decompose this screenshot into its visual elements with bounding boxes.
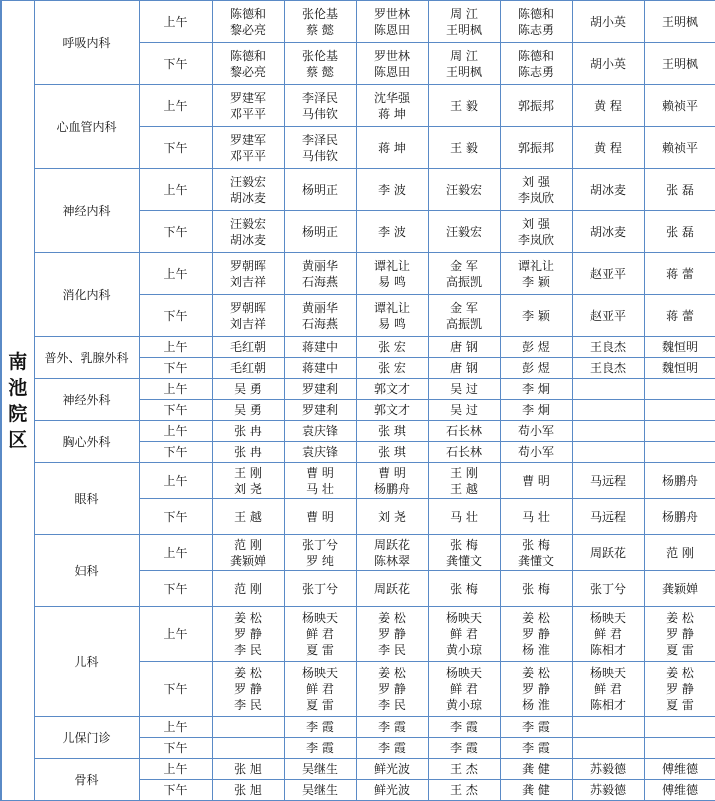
doctor-cell: 张伦基 蔡 懿 [284,43,356,85]
department-cell: 儿科 [34,607,139,717]
doctor-cell: 张 旭 [212,759,284,780]
doctor-cell: 张伦基 蔡 懿 [284,1,356,43]
doctor-cell: 周跃花 [572,535,644,571]
doctor-cell: 周跃花 陈林翠 [356,535,428,571]
doctor-cell: 张 梅 [428,571,500,607]
doctor-cell: 胡小英 [572,43,644,85]
table-row [1,1,715,43]
doctor-cell: 唐 钢 [428,337,500,358]
doctor-cell: 汪毅宏 胡冰麦 [212,211,284,253]
doctor-cell: 罗朝晖 刘吉祥 [212,253,284,295]
doctor-cell: 姜 松 罗 静 李 民 [212,607,284,662]
session-cell: 上午 [139,717,212,738]
department-cell: 心血管内科 [34,85,139,169]
doctor-cell: 周跃花 [356,571,428,607]
doctor-cell: 唐 钢 [428,358,500,379]
doctor-cell: 刘 强 李岚欣 [500,169,572,211]
doctor-cell: 黄 程 [572,127,644,169]
doctor-cell: 蒋建中 [284,337,356,358]
table-row [1,253,715,295]
doctor-cell: 马远程 [572,463,644,499]
doctor-cell: 王 毅 [428,127,500,169]
session-cell: 上午 [139,607,212,662]
session-cell: 下午 [139,295,212,337]
doctor-cell: 赵亚平 [572,295,644,337]
table-row [1,463,715,499]
doctor-cell: 李 霞 [500,738,572,759]
doctor-cell: 郭振邦 [500,127,572,169]
doctor-cell: 李 波 [356,169,428,211]
doctor-cell: 魏恒明 [644,337,715,358]
doctor-cell [572,738,644,759]
doctor-cell: 张 琪 [356,442,428,463]
doctor-cell: 谭礼让 易 鸣 [356,253,428,295]
doctor-cell: 范 刚 龚颖婵 [212,535,284,571]
doctor-cell: 李 炯 [500,400,572,421]
session-cell: 下午 [139,400,212,421]
doctor-cell [644,442,715,463]
doctor-cell: 杨映天 鲜 君 黄小琼 [428,662,500,717]
doctor-cell: 杨鹏舟 [644,499,715,535]
doctor-cell: 黄 程 [572,85,644,127]
doctor-cell: 王明枫 [644,43,715,85]
doctor-cell: 杨映天 鲜 君 陈相才 [572,662,644,717]
doctor-cell [212,717,284,738]
doctor-cell: 吴继生 [284,759,356,780]
doctor-cell: 袁庆锋 [284,442,356,463]
doctor-cell: 张 旭 [212,780,284,801]
doctor-cell: 姜 松 罗 静 杨 淮 [500,607,572,662]
doctor-cell: 黄丽华 石海燕 [284,295,356,337]
doctor-cell: 周 江 王明枫 [428,1,500,43]
doctor-cell: 王 毅 [428,85,500,127]
doctor-cell: 李 霞 [284,717,356,738]
doctor-cell: 张 宏 [356,358,428,379]
doctor-cell: 刘 强 李岚欣 [500,211,572,253]
table-row [1,169,715,211]
doctor-cell: 罗世林 陈恩田 [356,43,428,85]
session-cell: 上午 [139,253,212,295]
doctor-cell: 张丁兮 罗 纯 [284,535,356,571]
session-cell: 下午 [139,780,212,801]
doctor-cell: 李 霞 [284,738,356,759]
doctor-cell: 杨映天 鲜 君 黄小琼 [428,607,500,662]
doctor-cell: 杨明正 [284,169,356,211]
doctor-cell: 金 军 高振凯 [428,295,500,337]
doctor-cell: 黄丽华 石海燕 [284,253,356,295]
doctor-cell: 毛红朝 [212,337,284,358]
doctor-cell: 彭 煜 [500,337,572,358]
doctor-cell: 袁庆锋 [284,421,356,442]
table-row [1,607,715,662]
table-row [1,759,715,780]
session-cell: 上午 [139,421,212,442]
doctor-cell: 李 霞 [356,717,428,738]
doctor-cell: 龚 健 [500,780,572,801]
doctor-cell [572,421,644,442]
doctor-cell: 胡冰麦 [572,169,644,211]
doctor-cell: 张 梅 龚懂文 [428,535,500,571]
doctor-cell: 范 刚 [212,571,284,607]
session-cell: 上午 [139,535,212,571]
doctor-cell: 龚 健 [500,759,572,780]
campus-label: 南 池 院 区 [1,1,34,801]
doctor-cell: 蒋 蕾 [644,295,715,337]
doctor-cell: 张 梅 龚懂文 [500,535,572,571]
doctor-cell: 张 磊 [644,169,715,211]
doctor-cell: 张 磊 [644,211,715,253]
doctor-cell [644,421,715,442]
doctor-cell: 李 颖 [500,295,572,337]
session-cell: 上午 [139,379,212,400]
doctor-cell: 陈德和 陈志勇 [500,1,572,43]
doctor-cell: 曹 明 杨鹏舟 [356,463,428,499]
doctor-cell: 张丁兮 [572,571,644,607]
doctor-cell: 胡冰麦 [572,211,644,253]
doctor-cell: 吴 勇 [212,379,284,400]
doctor-cell: 鲜光波 [356,780,428,801]
session-cell: 下午 [139,738,212,759]
department-cell: 妇科 [34,535,139,607]
doctor-cell: 王 杰 [428,780,500,801]
doctor-cell: 苏毅德 [572,780,644,801]
doctor-cell: 杨映天 鲜 君 夏 雷 [284,662,356,717]
doctor-cell: 曹 明 [284,499,356,535]
doctor-cell: 姜 松 罗 静 李 民 [212,662,284,717]
doctor-cell: 王 杰 [428,759,500,780]
doctor-cell: 傅维德 [644,780,715,801]
department-cell: 呼吸内科 [34,1,139,85]
session-cell: 下午 [139,358,212,379]
doctor-cell: 王明枫 [644,1,715,43]
doctor-cell: 鲜光波 [356,759,428,780]
doctor-cell: 傅维德 [644,759,715,780]
doctor-cell: 罗建利 [284,400,356,421]
table-row [1,717,715,738]
table-row [1,421,715,442]
doctor-cell [644,400,715,421]
doctor-cell: 周 江 王明枫 [428,43,500,85]
doctor-cell: 马 壮 [500,499,572,535]
doctor-cell: 郭文才 [356,400,428,421]
doctor-cell: 罗世林 陈恩田 [356,1,428,43]
doctor-cell: 李 炯 [500,379,572,400]
doctor-cell: 杨明正 [284,211,356,253]
department-cell: 胸心外科 [34,421,139,463]
doctor-cell [644,379,715,400]
doctor-cell: 金 军 高振凯 [428,253,500,295]
department-cell: 神经外科 [34,379,139,421]
department-cell: 消化内科 [34,253,139,337]
doctor-cell: 李 霞 [428,717,500,738]
doctor-cell [572,400,644,421]
doctor-cell: 蒋 蕾 [644,253,715,295]
session-cell: 上午 [139,169,212,211]
session-cell: 上午 [139,337,212,358]
doctor-cell: 罗建利 [284,379,356,400]
doctor-cell: 吴 过 [428,400,500,421]
table-row [1,535,715,571]
doctor-cell: 石长林 [428,421,500,442]
session-cell: 下午 [139,662,212,717]
doctor-cell: 范 刚 [644,535,715,571]
doctor-cell: 李 波 [356,211,428,253]
doctor-cell: 苟小军 [500,442,572,463]
doctor-cell: 谭礼让 易 鸣 [356,295,428,337]
session-cell: 下午 [139,127,212,169]
doctor-cell [572,379,644,400]
doctor-cell: 张 冉 [212,442,284,463]
table-row [1,85,715,127]
table-row [1,379,715,400]
session-cell: 下午 [139,442,212,463]
doctor-cell [644,717,715,738]
doctor-cell: 胡小英 [572,1,644,43]
doctor-cell: 陈德和 陈志勇 [500,43,572,85]
doctor-cell: 张丁兮 [284,571,356,607]
doctor-cell: 李泽民 马伟钦 [284,85,356,127]
doctor-cell: 郭振邦 [500,85,572,127]
department-cell: 神经内科 [34,169,139,253]
doctor-cell: 赖祯平 [644,85,715,127]
doctor-cell: 沈华强 蒋 坤 [356,85,428,127]
doctor-cell: 张 宏 [356,337,428,358]
doctor-cell: 曹 明 马 壮 [284,463,356,499]
doctor-cell: 汪毅宏 胡冰麦 [212,169,284,211]
doctor-cell [572,717,644,738]
doctor-cell: 姜 松 罗 静 杨 淮 [500,662,572,717]
doctor-cell: 蒋 坤 [356,127,428,169]
doctor-cell: 苏毅德 [572,759,644,780]
doctor-cell: 姜 松 罗 静 李 民 [356,607,428,662]
doctor-cell: 姜 松 罗 静 夏 雷 [644,662,715,717]
doctor-cell: 蒋建中 [284,358,356,379]
doctor-cell: 汪毅宏 [428,211,500,253]
doctor-cell: 姜 松 罗 静 李 民 [356,662,428,717]
doctor-cell: 张 琪 [356,421,428,442]
department-cell: 儿保门诊 [34,717,139,759]
doctor-cell: 罗建军 邓平平 [212,85,284,127]
session-cell: 上午 [139,759,212,780]
doctor-cell: 刘 尧 [356,499,428,535]
department-cell: 骨科 [34,759,139,801]
doctor-cell: 李 霞 [500,717,572,738]
doctor-cell: 陈德和 黎必亮 [212,1,284,43]
doctor-cell: 杨映天 鲜 君 夏 雷 [284,607,356,662]
doctor-cell: 龚颖婵 [644,571,715,607]
doctor-cell: 吴 勇 [212,400,284,421]
department-cell: 普外、乳腺外科 [34,337,139,379]
doctor-cell: 陈德和 黎必亮 [212,43,284,85]
session-cell: 下午 [139,211,212,253]
doctor-cell: 汪毅宏 [428,169,500,211]
session-cell: 下午 [139,43,212,85]
doctor-cell: 杨映天 鲜 君 陈相才 [572,607,644,662]
doctor-cell: 姜 松 罗 静 夏 雷 [644,607,715,662]
doctor-cell: 张 梅 [500,571,572,607]
doctor-cell: 马远程 [572,499,644,535]
session-cell: 下午 [139,499,212,535]
doctor-cell: 石长林 [428,442,500,463]
doctor-cell: 王 刚 王 越 [428,463,500,499]
doctor-cell: 罗建军 邓平平 [212,127,284,169]
doctor-cell: 杨鹏舟 [644,463,715,499]
doctor-cell [572,442,644,463]
doctor-cell: 毛红朝 [212,358,284,379]
session-cell: 上午 [139,1,212,43]
doctor-cell: 李泽民 马伟钦 [284,127,356,169]
doctor-cell: 曹 明 [500,463,572,499]
doctor-cell: 魏恒明 [644,358,715,379]
session-cell: 上午 [139,463,212,499]
department-cell: 眼科 [34,463,139,535]
doctor-cell: 王 越 [212,499,284,535]
doctor-cell: 彭 煜 [500,358,572,379]
doctor-cell: 苟小军 [500,421,572,442]
doctor-cell: 谭礼让 李 颖 [500,253,572,295]
session-cell: 下午 [139,571,212,607]
doctor-cell [212,738,284,759]
doctor-cell: 张 冉 [212,421,284,442]
doctor-cell: 罗朝晖 刘吉祥 [212,295,284,337]
doctor-cell: 王 刚 刘 尧 [212,463,284,499]
doctor-cell: 吴 过 [428,379,500,400]
doctor-cell: 郭文才 [356,379,428,400]
doctor-cell [644,738,715,759]
doctor-cell: 李 霞 [356,738,428,759]
doctor-cell: 马 壮 [428,499,500,535]
doctor-cell: 吴继生 [284,780,356,801]
table-row [1,337,715,358]
session-cell: 上午 [139,85,212,127]
doctor-cell: 赵亚平 [572,253,644,295]
doctor-cell: 李 霞 [428,738,500,759]
doctor-cell: 王良杰 [572,358,644,379]
doctor-cell: 王良杰 [572,337,644,358]
doctor-cell: 赖祯平 [644,127,715,169]
